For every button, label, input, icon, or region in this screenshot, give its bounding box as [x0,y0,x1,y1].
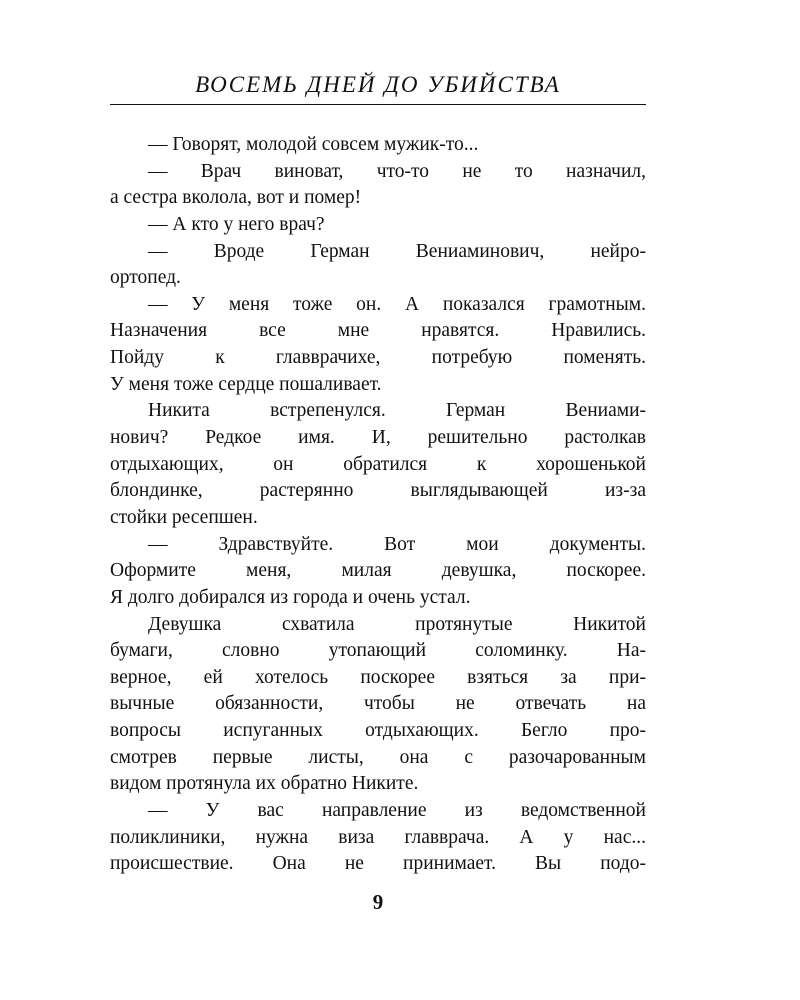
text-line: Я долго добирался из города и очень устал. [110,586,471,608]
text-line: У меня тоже сердце пошаливает. [110,373,382,395]
paragraph-first-line: — Говорят, молодой совсем мужик-то... [148,134,479,155]
paragraph-first-line: Девушка схватила протянутые Никитой [148,613,646,635]
paragraph-first-line: — Врач виноват, что-то не то назначил, [148,160,646,182]
paragraph-first-line: — У вас направление из ведомственной [148,800,646,822]
paragraph-first-line: — У меня тоже он. А показался грамотным. [148,293,646,315]
text-line: ортопед. [110,267,181,289]
paragraph-first-line: Никита встрепенулся. Герман Вениами- [148,400,646,422]
text-line: бумаги, словно утопающий соломинку. На- [110,640,646,662]
text-line: отдыхающих, он обратился к хорошенькой [110,453,646,475]
running-head: ВОСЕМЬ ДНЕЙ ДО УБИЙСТВА [195,72,561,97]
body-text [110,132,646,878]
text-line: Пойду к главврачихе, потребую поменять. [110,347,646,369]
text-line: вопросы испуганных отдыхающих. Бегло про- [110,720,646,742]
text-line: поликлиники, нужна виза главврача. А у нас... [110,826,646,848]
text-line: верное, ей хотелось поскорее взяться за при- [110,666,646,688]
text-line: видом протянула их обратно Никите. [110,773,419,795]
paragraph-first-line: — Здравствуйте. Вот мои документы. [148,533,646,555]
text-line: Назначения все мне нравятся. Нравились. [110,320,646,342]
header-rule [110,104,646,105]
text-line: происшествие. Она не принимает. Вы подо- [110,853,646,875]
text-line: вычные обязанности, чтобы не отвечать на [110,693,646,715]
text-line: нович? Редкое имя. И, решительно растолкав [110,427,646,449]
paragraph-first-line: — А кто у него врач? [148,213,325,235]
page-number: 9 [372,890,384,914]
paragraph-first-line: — Вроде Герман Вениаминович, нейро- [148,240,646,262]
text-line: Оформите меня, милая девушка, поскорее. [110,560,646,582]
text-line: стойки ресепшен. [110,506,258,528]
text-line: а сестра вколола, вот и помер! [110,187,362,209]
text-line: блондинке, растерянно выглядывающей из-за [110,480,646,502]
text-line: смотрев первые листы, она с разочарованным [110,746,646,768]
